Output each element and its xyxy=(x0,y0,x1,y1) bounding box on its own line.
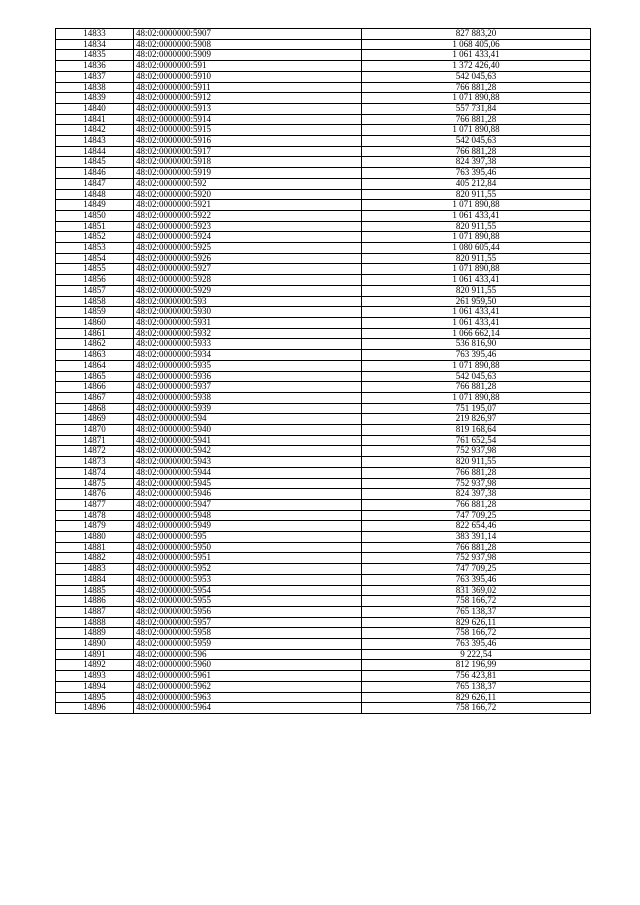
cadastral-value-cell: 766 881,28 xyxy=(362,82,591,93)
table-row xyxy=(56,50,591,61)
cadastral-value-cell: 1 080 605,44 xyxy=(362,243,591,254)
table-row xyxy=(56,499,591,510)
row-number-cell: 14868 xyxy=(56,403,134,414)
table-row xyxy=(56,371,591,382)
cadastral-value-cell: 1 061 433,41 xyxy=(362,275,591,286)
cadastral-value-cell: 1 071 890,88 xyxy=(362,264,591,275)
cadastral-value-cell: 824 397,38 xyxy=(362,157,591,168)
cadastral-number-cell: 48:02:0000000:5930 xyxy=(134,307,362,318)
table-row xyxy=(56,478,591,489)
table-row xyxy=(56,681,591,692)
cadastral-value-cell: 261 959,50 xyxy=(362,296,591,307)
table-row xyxy=(56,414,591,425)
cadastral-value-cell: 1 068 405,06 xyxy=(362,39,591,50)
row-number-cell: 14864 xyxy=(56,360,134,371)
table-row xyxy=(56,457,591,468)
table-row xyxy=(56,596,591,607)
cadastral-number-cell: 48:02:0000000:5963 xyxy=(134,692,362,703)
cadastral-value-cell: 557 731,84 xyxy=(362,103,591,114)
row-number-cell: 14865 xyxy=(56,371,134,382)
row-number-cell: 14839 xyxy=(56,93,134,104)
table-row xyxy=(56,403,591,414)
cadastral-value-cell: 766 881,28 xyxy=(362,382,591,393)
row-number-cell: 14881 xyxy=(56,542,134,553)
cadastral-number-cell: 48:02:0000000:5956 xyxy=(134,606,362,617)
row-number-cell: 14841 xyxy=(56,114,134,125)
cadastral-number-cell: 48:02:0000000:5924 xyxy=(134,232,362,243)
row-number-cell: 14834 xyxy=(56,39,134,50)
table-row xyxy=(56,178,591,189)
table-row xyxy=(56,435,591,446)
table-row xyxy=(56,660,591,671)
cadastral-number-cell: 48:02:0000000:592 xyxy=(134,178,362,189)
table-row xyxy=(56,671,591,682)
table-row xyxy=(56,692,591,703)
cadastral-number-cell: 48:02:0000000:5932 xyxy=(134,328,362,339)
row-number-cell: 14888 xyxy=(56,617,134,628)
cadastral-number-cell: 48:02:0000000:5939 xyxy=(134,403,362,414)
table-row xyxy=(56,542,591,553)
cadastral-value-cell: 827 883,20 xyxy=(362,29,591,40)
table-row xyxy=(56,296,591,307)
row-number-cell: 14838 xyxy=(56,82,134,93)
cadastral-number-cell: 48:02:0000000:5959 xyxy=(134,639,362,650)
row-number-cell: 14890 xyxy=(56,639,134,650)
row-number-cell: 14866 xyxy=(56,382,134,393)
table-row xyxy=(56,467,591,478)
cadastral-number-cell: 48:02:0000000:5964 xyxy=(134,703,362,714)
row-number-cell: 14873 xyxy=(56,457,134,468)
cadastral-value-cell: 820 911,55 xyxy=(362,457,591,468)
cadastral-value-cell: 1 061 433,41 xyxy=(362,317,591,328)
cadastral-value-cell: 9 222,54 xyxy=(362,649,591,660)
cadastral-number-cell: 48:02:0000000:5908 xyxy=(134,39,362,50)
row-number-cell: 14858 xyxy=(56,296,134,307)
cadastral-value-cell: 1 061 433,41 xyxy=(362,210,591,221)
table-row xyxy=(56,253,591,264)
row-number-cell: 14896 xyxy=(56,703,134,714)
cadastral-number-cell: 48:02:0000000:5941 xyxy=(134,435,362,446)
cadastral-number-cell: 48:02:0000000:5912 xyxy=(134,93,362,104)
cadastral-number-cell: 48:02:0000000:5910 xyxy=(134,71,362,82)
row-number-cell: 14842 xyxy=(56,125,134,136)
row-number-cell: 14863 xyxy=(56,350,134,361)
cadastral-number-cell: 48:02:0000000:591 xyxy=(134,61,362,72)
cadastral-value-cell: 763 395,46 xyxy=(362,639,591,650)
table-row xyxy=(56,564,591,575)
cadastral-number-cell: 48:02:0000000:596 xyxy=(134,649,362,660)
cadastral-value-cell: 752 937,98 xyxy=(362,553,591,564)
cadastral-number-cell: 48:02:0000000:5928 xyxy=(134,275,362,286)
cadastral-number-cell: 48:02:0000000:5925 xyxy=(134,243,362,254)
cadastral-number-cell: 48:02:0000000:5938 xyxy=(134,392,362,403)
cadastral-value-cell: 819 168,64 xyxy=(362,425,591,436)
table-row xyxy=(56,232,591,243)
cadastral-value-cell: 763 395,46 xyxy=(362,574,591,585)
cadastral-value-cell: 1 071 890,88 xyxy=(362,232,591,243)
cadastral-value-cell: 758 166,72 xyxy=(362,628,591,639)
cadastral-number-cell: 48:02:0000000:5958 xyxy=(134,628,362,639)
cadastral-value-cell: 820 911,55 xyxy=(362,253,591,264)
row-number-cell: 14895 xyxy=(56,692,134,703)
cadastral-value-cell: 1 071 890,88 xyxy=(362,125,591,136)
row-number-cell: 14835 xyxy=(56,50,134,61)
table-row xyxy=(56,350,591,361)
cadastral-number-cell: 48:02:0000000:5907 xyxy=(134,29,362,40)
row-number-cell: 14891 xyxy=(56,649,134,660)
table-row xyxy=(56,189,591,200)
cadastral-number-cell: 48:02:0000000:5918 xyxy=(134,157,362,168)
cadastral-number-cell: 48:02:0000000:5937 xyxy=(134,382,362,393)
row-number-cell: 14845 xyxy=(56,157,134,168)
row-number-cell: 14880 xyxy=(56,532,134,543)
row-number-cell: 14837 xyxy=(56,71,134,82)
cadastral-value-cell: 763 395,46 xyxy=(362,168,591,179)
cadastral-value-cell: 765 138,37 xyxy=(362,606,591,617)
cadastral-number-cell: 48:02:0000000:5940 xyxy=(134,425,362,436)
row-number-cell: 14870 xyxy=(56,425,134,436)
cadastral-value-cell: 751 195,07 xyxy=(362,403,591,414)
cadastral-value-cell: 1 066 662,14 xyxy=(362,328,591,339)
row-number-cell: 14849 xyxy=(56,200,134,211)
cadastral-value-cell: 1 061 433,41 xyxy=(362,307,591,318)
row-number-cell: 14872 xyxy=(56,446,134,457)
cadastral-number-cell: 48:02:0000000:595 xyxy=(134,532,362,543)
cadastral-number-cell: 48:02:0000000:5936 xyxy=(134,371,362,382)
row-number-cell: 14833 xyxy=(56,29,134,40)
cadastral-number-cell: 48:02:0000000:5949 xyxy=(134,521,362,532)
cadastral-number-cell: 48:02:0000000:5952 xyxy=(134,564,362,575)
table-row xyxy=(56,317,591,328)
row-number-cell: 14855 xyxy=(56,264,134,275)
cadastral-number-cell: 48:02:0000000:5950 xyxy=(134,542,362,553)
cadastral-value-cell: 824 397,38 xyxy=(362,489,591,500)
row-number-cell: 14860 xyxy=(56,317,134,328)
table-row xyxy=(56,425,591,436)
cadastral-number-cell: 48:02:0000000:5926 xyxy=(134,253,362,264)
cadastral-value-cell: 758 166,72 xyxy=(362,703,591,714)
table-row xyxy=(56,82,591,93)
cadastral-number-cell: 48:02:0000000:5961 xyxy=(134,671,362,682)
row-number-cell: 14852 xyxy=(56,232,134,243)
row-number-cell: 14887 xyxy=(56,606,134,617)
row-number-cell: 14883 xyxy=(56,564,134,575)
cadastral-number-cell: 48:02:0000000:5935 xyxy=(134,360,362,371)
cadastral-value-cell: 765 138,37 xyxy=(362,681,591,692)
cadastral-value-cell: 756 423,81 xyxy=(362,671,591,682)
table-row xyxy=(56,125,591,136)
table-row xyxy=(56,510,591,521)
table-row xyxy=(56,200,591,211)
table-row xyxy=(56,446,591,457)
cadastral-number-cell: 48:02:0000000:5962 xyxy=(134,681,362,692)
cadastral-number-cell: 48:02:0000000:5943 xyxy=(134,457,362,468)
row-number-cell: 14885 xyxy=(56,585,134,596)
cadastral-number-cell: 48:02:0000000:5919 xyxy=(134,168,362,179)
cadastral-number-cell: 48:02:0000000:5913 xyxy=(134,103,362,114)
cadastral-number-cell: 48:02:0000000:5923 xyxy=(134,221,362,232)
cadastral-number-cell: 48:02:0000000:5942 xyxy=(134,446,362,457)
table-row xyxy=(56,221,591,232)
row-number-cell: 14843 xyxy=(56,136,134,147)
cadastral-number-cell: 48:02:0000000:5931 xyxy=(134,317,362,328)
row-number-cell: 14854 xyxy=(56,253,134,264)
row-number-cell: 14844 xyxy=(56,146,134,157)
cadastral-number-cell: 48:02:0000000:5947 xyxy=(134,499,362,510)
cadastral-number-cell: 48:02:0000000:5920 xyxy=(134,189,362,200)
table-row xyxy=(56,553,591,564)
cadastral-value-cell: 747 709,25 xyxy=(362,510,591,521)
cadastral-number-cell: 48:02:0000000:5946 xyxy=(134,489,362,500)
row-number-cell: 14859 xyxy=(56,307,134,318)
table-row xyxy=(56,307,591,318)
cadastral-value-cell: 1 071 890,88 xyxy=(362,200,591,211)
table-row xyxy=(56,103,591,114)
cadastral-value-cell: 752 937,98 xyxy=(362,446,591,457)
cadastral-number-cell: 48:02:0000000:5916 xyxy=(134,136,362,147)
row-number-cell: 14882 xyxy=(56,553,134,564)
table-body xyxy=(56,29,591,714)
table-row xyxy=(56,136,591,147)
cadastral-value-cell: 766 881,28 xyxy=(362,467,591,478)
cadastral-value-cell: 1 061 433,41 xyxy=(362,50,591,61)
table-row xyxy=(56,574,591,585)
cadastral-value-cell: 766 881,28 xyxy=(362,146,591,157)
cadastral-value-cell: 820 911,55 xyxy=(362,189,591,200)
cadastral-value-cell: 831 369,02 xyxy=(362,585,591,596)
cadastral-number-cell: 48:02:0000000:5954 xyxy=(134,585,362,596)
table-row xyxy=(56,210,591,221)
cadastral-value-cell: 763 395,46 xyxy=(362,350,591,361)
row-number-cell: 14876 xyxy=(56,489,134,500)
table-row xyxy=(56,71,591,82)
cadastral-value-cell: 1 071 890,88 xyxy=(362,93,591,104)
row-number-cell: 14847 xyxy=(56,178,134,189)
cadastral-value-cell: 829 626,11 xyxy=(362,692,591,703)
row-number-cell: 14840 xyxy=(56,103,134,114)
cadastral-number-cell: 48:02:0000000:5929 xyxy=(134,285,362,296)
cadastral-value-cell: 766 881,28 xyxy=(362,542,591,553)
cadastral-number-cell: 48:02:0000000:5951 xyxy=(134,553,362,564)
row-number-cell: 14889 xyxy=(56,628,134,639)
cadastral-value-cell: 542 045,63 xyxy=(362,71,591,82)
table-row xyxy=(56,93,591,104)
table-row xyxy=(56,114,591,125)
table-row xyxy=(56,39,591,50)
cadastral-value-cell: 383 391,14 xyxy=(362,532,591,543)
cadastral-value-cell: 820 911,55 xyxy=(362,221,591,232)
table-row xyxy=(56,628,591,639)
cadastral-value-cell: 752 937,98 xyxy=(362,478,591,489)
cadastral-value-cell: 812 196,99 xyxy=(362,660,591,671)
table-row xyxy=(56,275,591,286)
cadastral-value-cell: 820 911,55 xyxy=(362,285,591,296)
row-number-cell: 14886 xyxy=(56,596,134,607)
cadastral-value-cell: 829 626,11 xyxy=(362,617,591,628)
table-row xyxy=(56,489,591,500)
cadastral-value-cell: 766 881,28 xyxy=(362,114,591,125)
cadastral-number-cell: 48:02:0000000:5934 xyxy=(134,350,362,361)
cadastral-value-cell: 1 071 890,88 xyxy=(362,360,591,371)
cadastral-number-cell: 48:02:0000000:5960 xyxy=(134,660,362,671)
row-number-cell: 14851 xyxy=(56,221,134,232)
cadastral-value-cell: 542 045,63 xyxy=(362,371,591,382)
cadastral-value-cell: 1 071 890,88 xyxy=(362,392,591,403)
cadastral-value-cell: 536 816,90 xyxy=(362,339,591,350)
cadastral-number-cell: 48:02:0000000:5909 xyxy=(134,50,362,61)
cadastral-number-cell: 48:02:0000000:5944 xyxy=(134,467,362,478)
table-row xyxy=(56,61,591,72)
table-row xyxy=(56,339,591,350)
cadastral-value-cell: 822 654,46 xyxy=(362,521,591,532)
cadastral-value-cell: 1 372 426,40 xyxy=(362,61,591,72)
row-number-cell: 14879 xyxy=(56,521,134,532)
table-row xyxy=(56,649,591,660)
row-number-cell: 14861 xyxy=(56,328,134,339)
table-row xyxy=(56,585,591,596)
cadastral-value-cell: 766 881,28 xyxy=(362,499,591,510)
table-row xyxy=(56,703,591,714)
cadastral-number-cell: 48:02:0000000:5933 xyxy=(134,339,362,350)
table-row xyxy=(56,360,591,371)
row-number-cell: 14871 xyxy=(56,435,134,446)
cadastral-value-table xyxy=(55,28,591,714)
cadastral-number-cell: 48:02:0000000:5914 xyxy=(134,114,362,125)
row-number-cell: 14894 xyxy=(56,681,134,692)
row-number-cell: 14892 xyxy=(56,660,134,671)
table-row xyxy=(56,243,591,254)
cadastral-value-cell: 758 166,72 xyxy=(362,596,591,607)
cadastral-value-cell: 219 826,97 xyxy=(362,414,591,425)
table-row xyxy=(56,328,591,339)
cadastral-number-cell: 48:02:0000000:594 xyxy=(134,414,362,425)
row-number-cell: 14867 xyxy=(56,392,134,403)
cadastral-number-cell: 48:02:0000000:5945 xyxy=(134,478,362,489)
table-row xyxy=(56,157,591,168)
cadastral-number-cell: 48:02:0000000:5917 xyxy=(134,146,362,157)
table-row xyxy=(56,285,591,296)
cadastral-number-cell: 48:02:0000000:5927 xyxy=(134,264,362,275)
row-number-cell: 14884 xyxy=(56,574,134,585)
row-number-cell: 14846 xyxy=(56,168,134,179)
table-row xyxy=(56,639,591,650)
row-number-cell: 14850 xyxy=(56,210,134,221)
row-number-cell: 14853 xyxy=(56,243,134,254)
cadastral-number-cell: 48:02:0000000:5921 xyxy=(134,200,362,211)
row-number-cell: 14856 xyxy=(56,275,134,286)
table-row xyxy=(56,382,591,393)
table-row xyxy=(56,264,591,275)
cadastral-number-cell: 48:02:0000000:5915 xyxy=(134,125,362,136)
table-row xyxy=(56,146,591,157)
cadastral-number-cell: 48:02:0000000:5955 xyxy=(134,596,362,607)
row-number-cell: 14875 xyxy=(56,478,134,489)
cadastral-value-cell: 761 652,54 xyxy=(362,435,591,446)
cadastral-number-cell: 48:02:0000000:5911 xyxy=(134,82,362,93)
cadastral-number-cell: 48:02:0000000:5953 xyxy=(134,574,362,585)
table-row xyxy=(56,532,591,543)
cadastral-value-cell: 542 045,63 xyxy=(362,136,591,147)
row-number-cell: 14857 xyxy=(56,285,134,296)
cadastral-value-cell: 405 212,84 xyxy=(362,178,591,189)
row-number-cell: 14878 xyxy=(56,510,134,521)
row-number-cell: 14848 xyxy=(56,189,134,200)
table-row xyxy=(56,521,591,532)
row-number-cell: 14862 xyxy=(56,339,134,350)
table-row xyxy=(56,392,591,403)
cadastral-number-cell: 48:02:0000000:5948 xyxy=(134,510,362,521)
cadastral-number-cell: 48:02:0000000:5922 xyxy=(134,210,362,221)
row-number-cell: 14877 xyxy=(56,499,134,510)
row-number-cell: 14874 xyxy=(56,467,134,478)
table-row xyxy=(56,168,591,179)
row-number-cell: 14869 xyxy=(56,414,134,425)
cadastral-value-cell: 747 709,25 xyxy=(362,564,591,575)
cadastral-number-cell: 48:02:0000000:593 xyxy=(134,296,362,307)
table-row xyxy=(56,617,591,628)
table-row xyxy=(56,606,591,617)
cadastral-number-cell: 48:02:0000000:5957 xyxy=(134,617,362,628)
table-row xyxy=(56,29,591,40)
row-number-cell: 14893 xyxy=(56,671,134,682)
row-number-cell: 14836 xyxy=(56,61,134,72)
